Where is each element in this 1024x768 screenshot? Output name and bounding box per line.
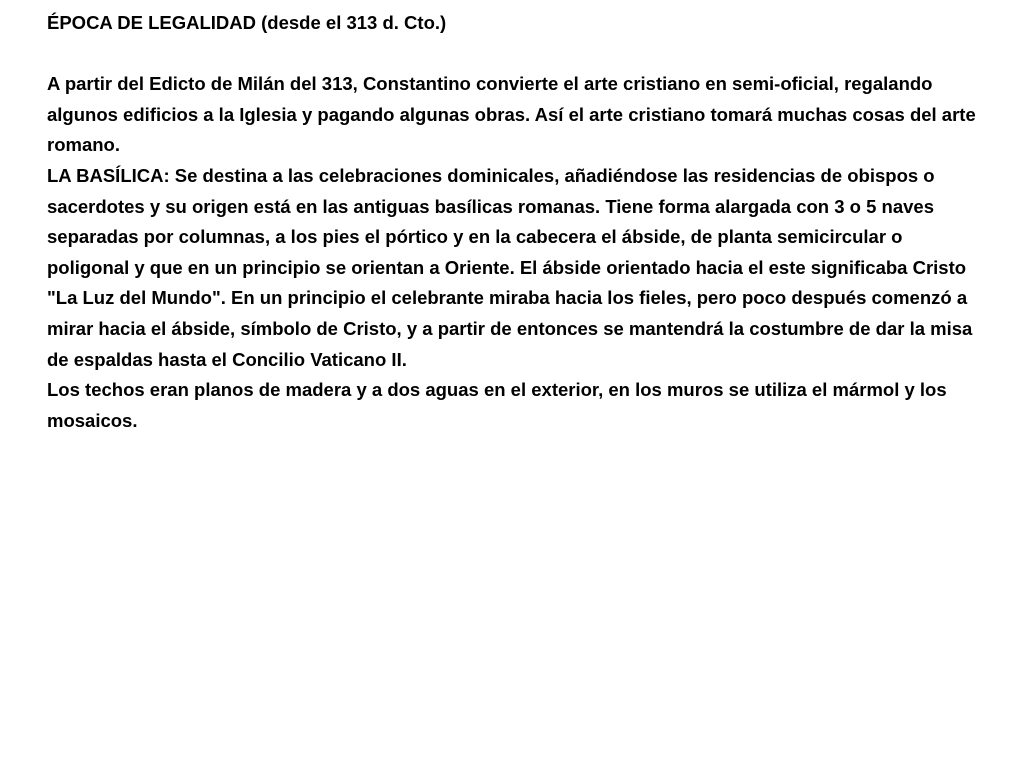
paragraph-edicto-milan: A partir del Edicto de Milán del 313, Constantino convierte el arte cristiano en semi-oficial, regalando algunos edificios a la Iglesia y pagando algunas obras. Así el arte cristiano tomará muchas cosas del arte romano. <box>47 73 976 156</box>
blank-line <box>47 39 982 70</box>
slide-title: ÉPOCA DE LEGALIDAD (desde el 313 d. Cto.) <box>47 12 447 33</box>
slide-text-block <box>47 8 982 436</box>
paragraph-techos: Los techos eran planos de madera y a dos aguas en el exterior, en los muros se utiliza el mármol y los mosaicos. <box>47 379 947 431</box>
paragraph-basilica: LA BASÍLICA: Se destina a las celebraciones dominicales, añadiéndose las residencias de obispos o sacerdotes y su origen está en las antiguas basílicas romanas. Tiene forma alargada con 3 o 5 naves separadas por columnas, a los pies el pórtico y en la cabecera el ábside, de planta semicircular o poligonal y que en un principio se orientan a Oriente. El ábside orientado hacia el este significaba Cristo "La Luz del Mundo". En un principio el celebrante miraba hacia los fieles, pero poco después comenzó a mirar hacia el ábside, símbolo de Cristo, y a partir de entonces se mantendrá la costumbre de dar la misa de espaldas hasta el Concilio Vaticano II. <box>47 164 973 370</box>
